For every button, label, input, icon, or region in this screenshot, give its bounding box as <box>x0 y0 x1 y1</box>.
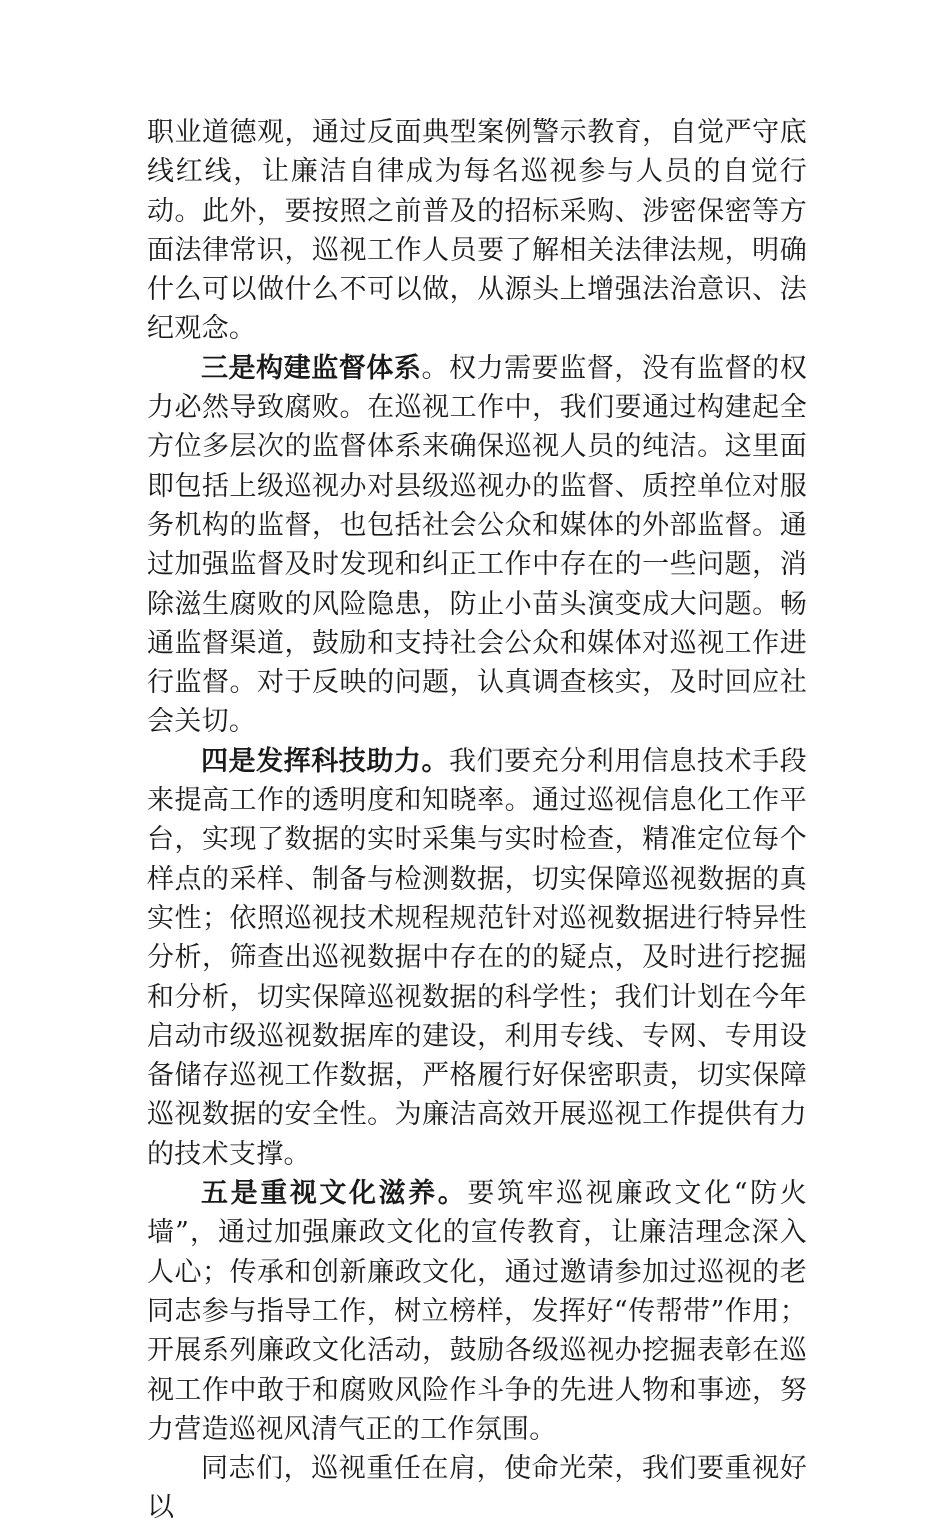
paragraph-supervision-system <box>147 349 807 742</box>
paragraph-heading: 三是构建监督体系 <box>201 352 422 384</box>
paragraph-text: 职业道德观，通过反面典型案例警示教育，自觉严守底线红线，让廉洁自律成为每名巡视参与人员的自觉行动。此外，要按照之前普及的招标采购、涉密保密等方面法律常识，巡视工作人员要了解相关法律法规，明确什么可以做什么不可以做，从源头上增强法治意识、法纪观念。 <box>147 117 807 345</box>
paragraph-heading: 四是发挥科技助力。 <box>201 745 450 777</box>
paragraph-culture-nourishment <box>147 1174 807 1449</box>
paragraph-text: 要筑牢巡视廉政文化“防火墙”，通过加强廉政文化的宣传教育，让廉洁理念深入人心；传承和创新廉政文化，通过邀请参加过巡视的老同志参与指导工作，树立榜样，发挥好“传帮带”作用；开展系列廉政文化活动，鼓励各级巡视办挖掘表彰在巡视工作中敢于和腐败风险作斗争的先进人物和事迹，努力营造巡视风清气正的工作氛围。 <box>147 1178 808 1445</box>
paragraph-text: 。权力需要监督，没有监督的权力必然导致腐败。在巡视工作中，我们要通过构建起全方位多层次的监督体系来确保巡视人员的纯洁。这里面即包括上级巡视办对县级巡视办的监督、质控单位对服务机构的监督，也包括社会公众和媒体的外部监督。通过加强监督及时发现和纠正工作中存在的一些问题，消除滋生腐败的风险隐患，防止小苗头演变成大问题。畅通监督渠道，鼓励和支持社会公众和媒体对巡视工作进行监督。对于反映的问题，认真调查核实，及时回应社会关切。 <box>147 352 807 738</box>
paragraph-ethics-continuation <box>147 113 807 349</box>
paragraph-technology-support <box>147 742 807 1174</box>
paragraph-text: 同志们，巡视重任在肩，使命光荣，我们要重视好以 <box>147 1453 807 1524</box>
document-body <box>147 113 807 1528</box>
paragraph-text: 我们要充分利用信息技术手段来提高工作的透明度和知晓率。通过巡视信息化工作平台，实现了数据的实时采集与实时检查，精准定位每个样点的采样、制备与检测数据，切实保障巡视数据的真实性；依照巡视技术规程规范针对巡视数据进行特异性分析，筛查出巡视数据中存在的的疑点，及时进行挖掘和分析，切实保障巡视数据的科学性；我们计划在今年启动市级巡视数据库的建设，利用专线、专网、专用设备储存巡视工作数据，严格履行好保密职责，切实保障巡视数据的安全性。为廉洁高效开展巡视工作提供有力的技术支撑。 <box>147 745 807 1170</box>
paragraph-closing <box>147 1449 807 1528</box>
paragraph-heading: 五是重视文化滋养。 <box>201 1178 468 1210</box>
